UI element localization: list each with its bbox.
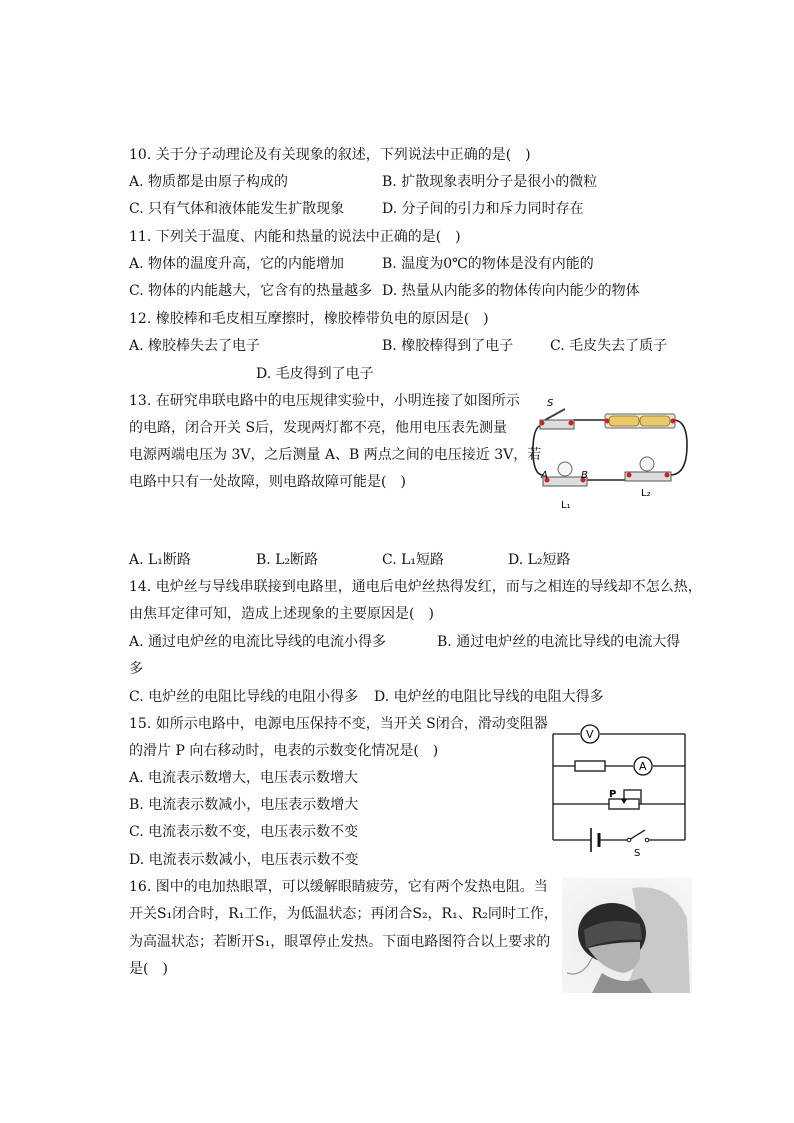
q11-option-d: D. 热量从内能多的物体传向内能少的物体 [382,283,640,299]
q15-option-b: B. 电流表示数减小，电压表示数增大 [129,797,359,813]
q15-voltmeter-label: V [586,728,594,741]
q16-stem-line-1: 16. 图中的电加热眼罩，可以缓解眼睛疲劳，它有两个发热电阻。当 [129,879,548,895]
q13-battery-cell-1 [609,416,639,426]
q10-stem: 10. 关于分子动理论及有关现象的叙述，下列说法中正确的是( ) [129,147,531,163]
q13-point-a-label: A [541,470,548,481]
q15-slider-label: P [609,789,617,800]
q13-switch-lever [545,409,565,420]
q15-ammeter-label: A [639,760,647,773]
q13-battery-terminal-right [671,419,676,424]
q11-option-a: A. 物体的温度升高，它的内能增加 [129,256,345,272]
q13-option-d: D. L₂短路 [508,552,571,568]
q13-bulb-l2-terminal-left [627,473,632,478]
q13-stem-line-1: 13. 在研究串联电路中的电压规律实验中，小明连接了如图所示 [129,393,520,409]
q13-wire-left [533,425,543,475]
q10-option-a: A. 物质都是由原子构成的 [129,174,289,190]
q13-switch-label: S [547,398,554,409]
q13-option-c: C. L₁短路 [382,552,445,568]
q12-option-a: A. 橡胶棒失去了电子 [129,338,261,354]
q13-bulb-l2-terminal-right [665,473,670,478]
q14-stem-line-1: 14. 电炉丝与导线串联接到电路里，通电后电炉丝热得发红，而与之相连的导线却不怎么热， [129,579,702,595]
q15-slider-arrow [621,799,627,804]
q14-stem-line-2: 由焦耳定律可知，造成上述现象的主要原因是( ) [129,606,434,622]
q15-option-d: D. 电流表示数减小，电压表示数不变 [129,852,359,868]
q15-switch-label: S [634,848,641,859]
q16-stem-line-4: 是( ) [129,961,168,977]
q14-option-b: B. 通过电炉丝的电流比导线的电流大得 [437,634,681,650]
q13-switch-terminal-left [540,421,545,426]
q16-stem-line-2: 开关S₁闭合时，R₁工作，为低温状态；再闭合S₂，R₁、R₂同时工作， [129,906,558,922]
q13-stem-line-4: 电路中只有一处故障，则电路故障可能是( ) [129,474,406,490]
q12-option-d: D. 毛皮得到了电子 [256,366,374,382]
q11-option-c: C. 物体的内能越大，它含有的热量越多 [129,283,373,299]
q12-option-b: B. 橡胶棒得到了电子 [382,338,514,354]
q12-option-c: C. 毛皮失去了质子 [550,338,668,354]
q13-switch-terminal-right [569,421,574,426]
q10-option-b: B. 扩散现象表明分子是很小的微粒 [382,174,598,190]
q13-option-a: A. L₁断路 [129,552,191,568]
q13-bulb-l2-label: L₂ [641,488,651,499]
q15-stem-line-2: 的滑片 P 向右移动时，电表的示数变化情况是( ) [129,743,439,759]
q11-option-b: B. 温度为0℃的物体是没有内能的 [382,256,594,272]
q11-stem: 11. 下列关于温度、内能和热量的说法中正确的是( ) [129,229,461,245]
q13-stem-line-3: 电源两端电压为 3V，之后测量 A、B 两点之间的电压接近 3V，若 [129,447,542,463]
q16-stem-line-3: 为高温状态；若断开S₁，眼罩停止发热。下面电路图符合以上要求的 [129,934,551,950]
q13-point-b-label: B [581,470,588,481]
q12-stem: 12. 橡胶棒和毛皮相互摩擦时，橡胶棒带负电的原因是( ) [129,311,489,327]
q13-circuit-figure [525,395,695,515]
q14-option-a: A. 通过电炉丝的电流比导线的电流小得多 [129,634,387,650]
q14-option-d: D. 电炉丝的电阻比导线的电阻大得多 [374,689,604,705]
q15-circuit-figure [545,720,695,860]
q13-battery-terminal-left [605,419,610,424]
q13-switch-base [540,420,574,429]
q10-option-c: C. 只有气体和液体能发生扩散现象 [129,201,345,217]
q13-bulb-l2-base [625,472,671,481]
q15-option-c: C. 电流表示数不变，电压表示数不变 [129,824,359,840]
q13-battery-cell-2 [640,416,670,426]
q14-option-c: C. 电炉丝的电阻比导线的电阻小得多 [129,689,359,705]
q14-option-b-continued: 多 [129,661,143,677]
q13-bulb-l1-label: L₁ [561,500,571,511]
q13-bulb-l2-glass [640,457,654,471]
q15-option-a: A. 电流表示数增大，电压表示数增大 [129,770,359,786]
q15-fixed-resistor [575,761,605,771]
q10-option-d: D. 分子间的引力和斥力同时存在 [382,201,584,217]
q13-bulb-l1-glass [558,462,572,476]
q13-option-b: B. L₂断路 [256,552,319,568]
q15-switch-blade [629,830,645,840]
q16-eye-mask-photo [562,878,692,993]
q13-stem-line-2: 的电路，闭合开关 S后，发现两灯都不亮，他用电压表先测量 [129,420,508,436]
q15-stem-line-1: 15. 如所示电路中，电源电压保持不变，当开关 S闭合，滑动变阻器 [129,716,548,732]
